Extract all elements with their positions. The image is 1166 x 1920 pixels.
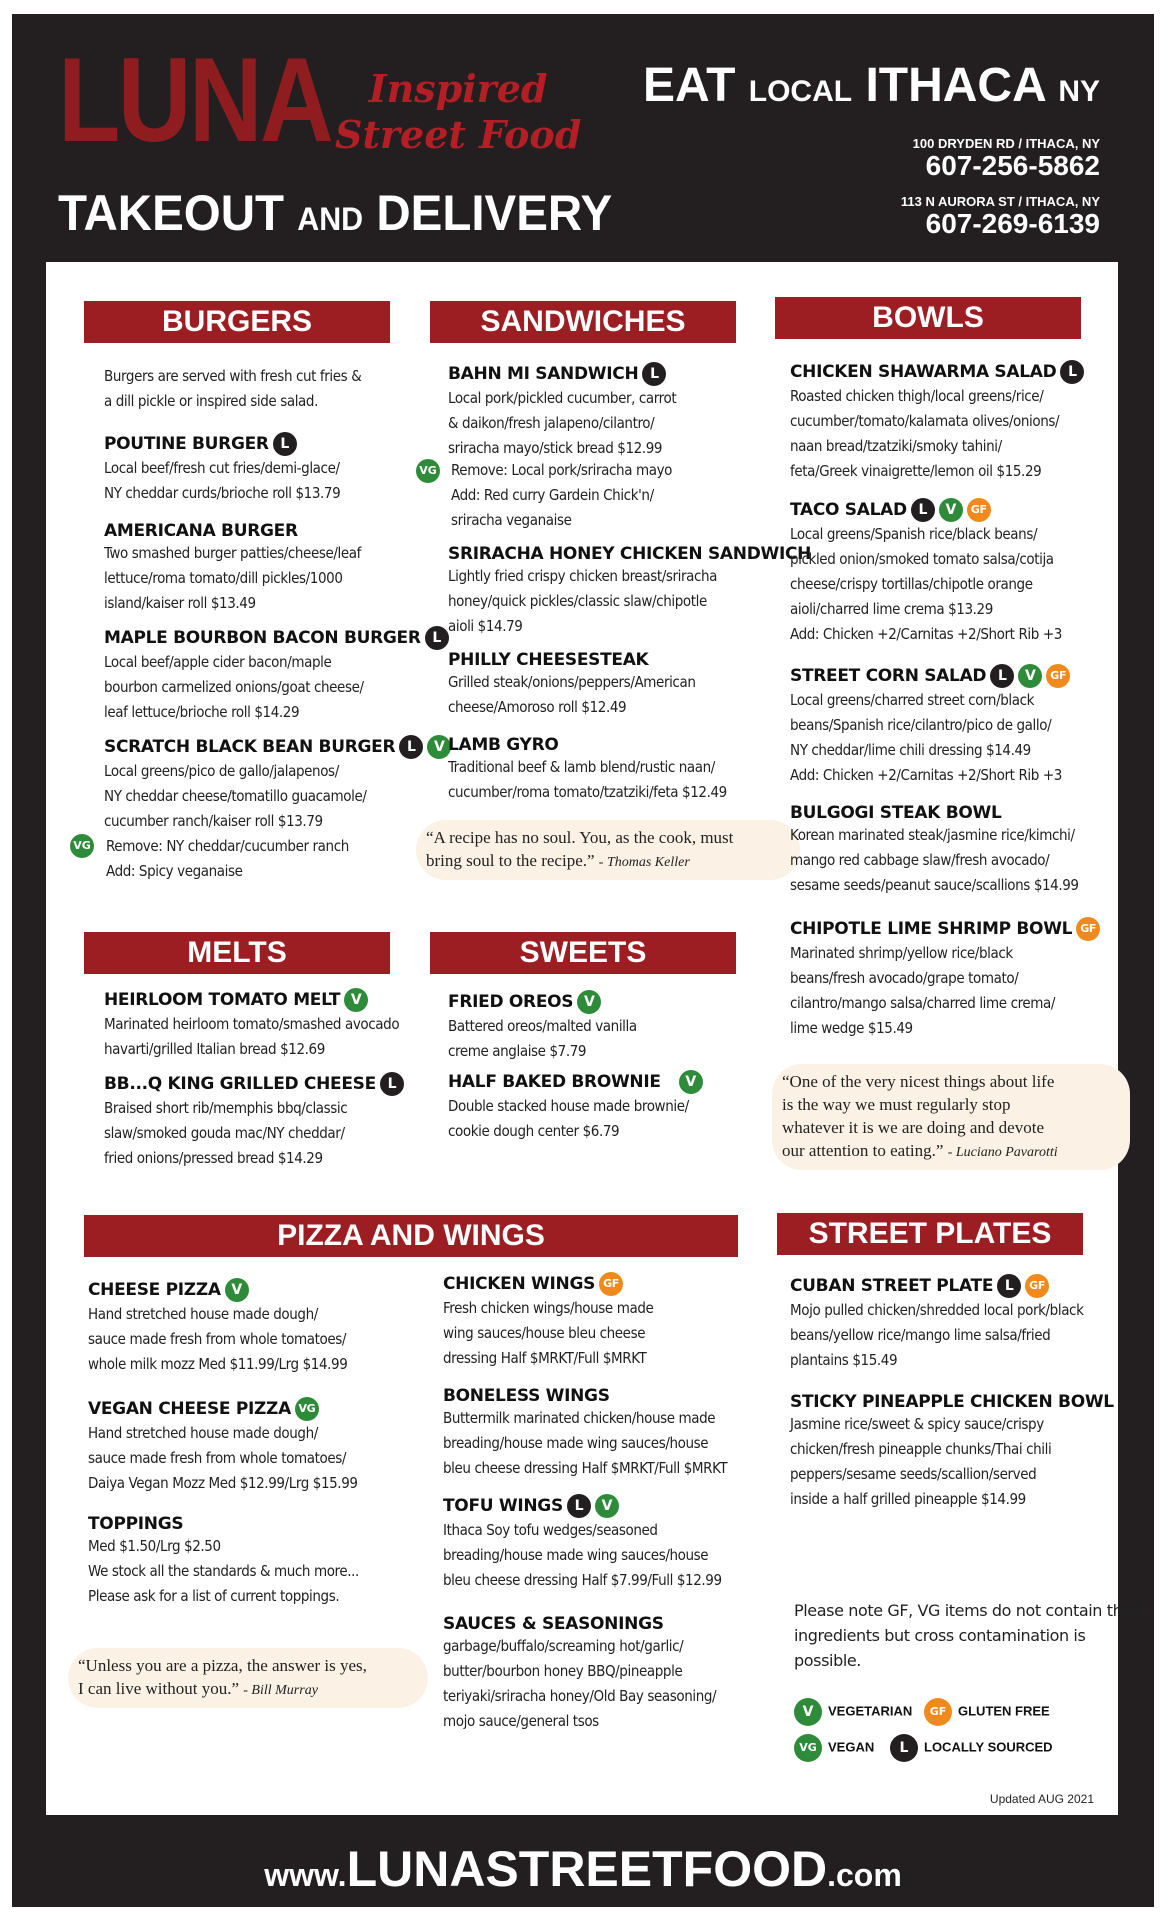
menu-item-bahn-mi-sandwich <box>448 362 676 461</box>
item-description: Marinated shrimp/yellow rice/black beans/fresh avocado/grape tomato/ cilantro/mango salsa/charred lime crema/ lime wedge $15.49 <box>790 944 1056 1037</box>
local-badge-icon: L <box>425 626 449 650</box>
url-main: LUNASTREETFOOD <box>346 1841 828 1897</box>
vegetarian-badge-icon: V <box>794 1698 822 1726</box>
item-description: Local pork/pickled cucumber, carrot & daikon/fresh jalapeno/cilantro/ sriracha mayo/stick bread $12.99 <box>448 389 677 457</box>
item-name: LAMB GYRO <box>448 735 559 755</box>
item-name: AMERICANA BURGER <box>104 521 298 541</box>
vegetarian-badge-icon: V <box>427 735 451 759</box>
menu-item-philly-cheesesteak <box>448 650 695 720</box>
menu-item-bbq-king-grilled-cheese <box>104 1072 404 1171</box>
local-badge-icon: L <box>890 1734 918 1762</box>
menu-item-bulgogi-steak-bowl <box>790 803 1079 898</box>
item-description: Double stacked house made brownie/ cookie dough center $6.79 <box>448 1097 689 1140</box>
eat-word: EAT <box>642 59 736 112</box>
vegan-badge-icon: VG <box>295 1397 319 1421</box>
takeout-delivery-title <box>58 184 612 242</box>
vegetarian-badge-icon: V <box>595 1494 619 1518</box>
tagline-line-2: Street Food <box>335 112 582 157</box>
quote-text: “One of the very nicest things about life is the way we must regularly stop whatever it is we are doing and devote our attention to eating.” <box>782 1072 1055 1160</box>
menu-item-heirloom-tomato-melt <box>104 988 399 1062</box>
quote-thomas-keller <box>416 820 800 880</box>
item-description: Traditional beef & lamb blend/rustic naan/ cucumber/roma tomato/tzatziki/feta $12.49 <box>448 758 727 801</box>
item-name: HALF BAKED BROWNIE <box>448 1072 661 1092</box>
eat-local-ithaca <box>643 58 1100 113</box>
legend-vegetarian <box>794 1698 912 1726</box>
item-description: Med $1.50/Lrg $2.50 We stock all the standards & much more... Please ask for a list of current toppings. <box>88 1537 359 1605</box>
item-name: BAHN MI SANDWICH <box>448 364 639 384</box>
menu-item-sriracha-honey-chicken-sandwich <box>448 544 811 639</box>
item-name: STREET CORN SALAD <box>790 666 987 686</box>
menu-item-toppings <box>88 1514 359 1609</box>
vegetarian-badge-icon: V <box>577 990 601 1014</box>
item-description: Mojo pulled chicken/shredded local pork/black beans/yellow rice/mango lime salsa/fried plantains $15.49 <box>790 1301 1084 1369</box>
gluten-free-badge-icon: GF <box>1076 917 1100 941</box>
url-com: .com <box>827 1857 902 1893</box>
item-name: VEGAN CHEESE PIZZA <box>88 1399 291 1419</box>
bahn-mi-vegan-option <box>451 458 672 533</box>
location-dryden <box>913 136 1100 181</box>
item-name: FRIED OREOS <box>448 992 574 1012</box>
item-name: CHIPOTLE LIME SHRIMP BOWL <box>790 919 1073 939</box>
gluten-free-badge-icon: GF <box>599 1272 623 1296</box>
local-word: LOCAL <box>748 75 853 108</box>
section-bowls: BOWLS <box>775 297 1081 339</box>
tagline <box>335 66 581 158</box>
menu-item-chipotle-lime-shrimp-bowl <box>790 917 1100 1041</box>
legend-label: VEGETARIAN <box>828 1703 913 1719</box>
item-description: Local beef/fresh cut fries/demi-glace/ NY cheddar curds/brioche roll $13.79 <box>104 459 341 502</box>
local-badge-icon: L <box>273 432 297 456</box>
section-pizza-and-wings: PIZZA AND WINGS <box>84 1215 738 1257</box>
item-description: Local greens/pico de gallo/jalapenos/ NY cheddar cheese/tomatillo guacamole/ cucumber ranch/kaiser roll $13.79 <box>104 762 367 830</box>
menu-item-taco-salad <box>790 498 1062 647</box>
vegan-option-text: Remove: NY cheddar/cucumber ranch Add: Spicy veganaise <box>106 837 349 880</box>
menu-item-cheese-pizza <box>88 1278 347 1377</box>
ny-word: NY <box>1058 75 1100 108</box>
legend-gluten-free <box>924 1698 1050 1726</box>
item-name: MAPLE BOURBON BACON BURGER <box>104 628 421 648</box>
menu-item-sticky-pineapple-chicken-bowl <box>790 1392 1114 1512</box>
gluten-free-badge-icon: GF <box>1025 1274 1049 1298</box>
local-badge-icon: L <box>911 498 935 522</box>
legend-vegan <box>794 1734 874 1762</box>
updated-date: Updated AUG 2021 <box>989 1792 1094 1806</box>
local-badge-icon: L <box>642 362 666 386</box>
vegan-option-text: Remove: Local pork/sriracha mayo Add: Red curry Gardein Chick'n/ sriracha veganaise <box>451 461 673 529</box>
item-name: CHICKEN WINGS <box>443 1274 596 1294</box>
phone-dryden[interactable]: 607-256-5862 <box>925 150 1100 181</box>
item-name: SRIRACHA HONEY CHICKEN SANDWICH <box>448 544 812 564</box>
location-aurora <box>901 194 1100 239</box>
gluten-free-badge-icon: GF <box>924 1698 952 1726</box>
item-name: CHEESE PIZZA <box>88 1280 221 1300</box>
menu-item-maple-bourbon-bacon-burger <box>104 626 449 725</box>
item-name: CUBAN STREET PLATE <box>790 1276 994 1296</box>
item-name: BB...Q KING GRILLED CHEESE <box>104 1074 376 1094</box>
quote-text: “A recipe has no soul. You, as the cook, must bring soul to the recipe.” <box>426 828 734 870</box>
item-name: STICKY PINEAPPLE CHICKEN BOWL <box>790 1392 1114 1412</box>
menu-item-chicken-wings <box>443 1272 653 1371</box>
vegetarian-badge-icon: V <box>679 1070 703 1094</box>
legend-label: LOCALLY SOURCED <box>924 1739 1053 1755</box>
burgers-intro <box>104 364 361 414</box>
item-name: SAUCES & SEASONINGS <box>443 1614 664 1634</box>
item-description: Fresh chicken wings/house made wing sauces/house bleu cheese dressing Half $MRKT/Full $MRKT <box>443 1299 654 1367</box>
gluten-free-badge-icon: GF <box>1046 664 1070 688</box>
item-name: PHILLY CHEESESTEAK <box>448 650 649 670</box>
vegan-badge-icon: VG <box>794 1734 822 1762</box>
item-description: Buttermilk marinated chicken/house made breading/house made wing sauces/house bleu cheese dressing Half $MRKT/Full $MRKT <box>443 1409 728 1477</box>
local-badge-icon: L <box>997 1274 1021 1298</box>
item-description: garbage/buffalo/screaming hot/garlic/ butter/bourbon honey BBQ/pineapple teriyaki/sriracha honey/Old Bay seasoning/ mojo sauce/general tsos <box>443 1637 717 1730</box>
menu-item-tofu-wings <box>443 1494 722 1593</box>
item-name: HEIRLOOM TOMATO MELT <box>104 990 341 1010</box>
menu-item-sauces-and-seasonings <box>443 1614 716 1734</box>
vegetarian-badge-icon: V <box>1018 664 1042 688</box>
item-description: Grilled steak/onions/peppers/American cheese/Amoroso roll $12.49 <box>448 673 696 716</box>
black-bean-vegan-option <box>106 834 349 884</box>
item-description: Hand stretched house made dough/ sauce made fresh from whole tomatoes/ Daiya Vegan Mozz Med $12.99/Lrg $15.99 <box>88 1424 358 1492</box>
menu-item-cuban-street-plate <box>790 1274 1084 1373</box>
item-description: Two smashed burger patties/cheese/leaf lettuce/roma tomato/dill pickles/1000 island/kaiser roll $13.49 <box>104 544 362 612</box>
logo: LUNA <box>58 33 332 167</box>
menu-item-scratch-black-bean-burger <box>104 735 451 834</box>
menu-item-half-baked-brownie <box>448 1070 703 1144</box>
menu-item-poutine-burger <box>104 432 340 506</box>
item-description: Hand stretched house made dough/ sauce made fresh from whole tomatoes/ whole milk mozz Med $11.99/Lrg $14.99 <box>88 1305 348 1373</box>
local-badge-icon: L <box>399 735 423 759</box>
menu-item-fried-oreos <box>448 990 637 1064</box>
address-aurora: 113 N AURORA ST / ITHACA, NY <box>900 194 1100 209</box>
local-badge-icon: L <box>990 664 1014 688</box>
quote-author: - Luciano Pavarotti <box>947 1145 1058 1160</box>
section-sweets: SWEETS <box>430 932 736 974</box>
item-description: Local greens/charred street corn/black beans/Spanish rice/cilantro/pico de gallo/ NY cheddar/lime chili dressing $14.49 Add: Chicken +2/Carnitas +2/Short Rib +3 <box>790 691 1062 784</box>
url-www: www. <box>264 1857 347 1893</box>
item-name: BULGOGI STEAK BOWL <box>790 803 1002 823</box>
local-badge-icon: L <box>1060 360 1084 384</box>
item-name: TACO SALAD <box>790 500 907 520</box>
quote-author: - Thomas Keller <box>598 855 690 870</box>
item-description: Marinated heirloom tomato/smashed avocado havarti/grilled Italian bread $12.69 <box>104 1015 400 1058</box>
menu-item-vegan-cheese-pizza <box>88 1397 358 1496</box>
quote-text: “Unless you are a pizza, the answer is yes, I can live without you.” <box>78 1656 367 1698</box>
item-name: SCRATCH BLACK BEAN BURGER <box>104 737 396 757</box>
website-url[interactable] <box>0 1840 1166 1898</box>
burgers-intro-text: Burgers are served with fresh cut fries & a dill pickle or inspired side salad. <box>104 367 362 410</box>
item-name: CHICKEN SHAWARMA SALAD <box>790 362 1057 382</box>
and-word: AND <box>297 201 364 237</box>
item-description: Jasmine rice/sweet & spicy sauce/crispy chicken/fresh pineapple chunks/Thai chili peppers/sesame seeds/scallion/served inside a half grilled pineapple $14.99 <box>790 1415 1052 1508</box>
legend-locally-sourced <box>890 1734 1053 1762</box>
ithaca-word: ITHACA <box>865 59 1045 112</box>
item-description: Roasted chicken thigh/local greens/rice/ cucumber/tomato/kalamata olives/onions/ naan bread/tzatziki/smoky tahini/ feta/Greek vinaigrette/lemon oil $15.29 <box>790 387 1060 480</box>
legend-label: VEGAN <box>828 1739 875 1755</box>
item-name: BONELESS WINGS <box>443 1386 610 1406</box>
menu-item-lamb-gyro <box>448 735 727 805</box>
vegetarian-badge-icon: V <box>939 498 963 522</box>
quote-author: - Bill Murray <box>243 1683 318 1698</box>
item-description: Korean marinated steak/jasmine rice/kimchi/ mango red cabbage slaw/fresh avocado/ sesame seeds/peanut sauce/scallions $14.99 <box>790 826 1079 894</box>
vegetarian-badge-icon: V <box>344 988 368 1012</box>
item-description: Ithaca Soy tofu wedges/seasoned breading/house made wing sauces/house bleu cheese dressing Half $7.99/Full $12.99 <box>443 1521 722 1589</box>
address-dryden: 100 DRYDEN RD / ITHACA, NY <box>912 136 1100 151</box>
vegetarian-badge-icon: V <box>225 1278 249 1302</box>
tagline-line-1: Inspired <box>368 66 548 111</box>
menu-item-street-corn-salad <box>790 664 1070 788</box>
item-name: TOFU WINGS <box>443 1496 563 1516</box>
menu-item-chicken-shawarma-salad <box>790 360 1084 484</box>
section-sandwiches: SANDWICHES <box>430 301 736 343</box>
local-badge-icon: L <box>380 1072 404 1096</box>
quote-bill-murray <box>68 1648 428 1708</box>
phone-aurora[interactable]: 607-269-6139 <box>925 208 1100 239</box>
item-description: Lightly fried crispy chicken breast/sriracha honey/quick pickles/classic slaw/chipotle aioli $14.79 <box>448 567 718 635</box>
vegan-badge-icon: VG <box>70 834 94 858</box>
takeout-word: TAKEOUT <box>58 185 285 241</box>
gluten-free-badge-icon: GF <box>967 498 991 522</box>
section-street-plates: STREET PLATES <box>777 1213 1083 1255</box>
section-burgers: BURGERS <box>84 301 390 343</box>
legend-label: GLUTEN FREE <box>958 1703 1050 1719</box>
section-melts: MELTS <box>84 932 390 974</box>
quote-luciano-pavarotti <box>772 1064 1130 1170</box>
menu-item-americana-burger <box>104 521 361 616</box>
delivery-word: DELIVERY <box>376 185 613 241</box>
item-name: TOPPINGS <box>88 1514 184 1534</box>
item-name: POUTINE BURGER <box>104 434 269 454</box>
item-description: Braised short rib/memphis bbq/classic slaw/smoked gouda mac/NY cheddar/ fried onions/pressed bread $14.29 <box>104 1099 348 1167</box>
item-description: Local beef/apple cider bacon/maple bourbon carmelized onions/goat cheese/ leaf lettuce/brioche roll $14.29 <box>104 653 364 721</box>
menu-item-boneless-wings <box>443 1386 727 1481</box>
cross-contamination-note: Please note GF, VG items do not contain those ingredients but cross contamination is possible. <box>794 1601 1150 1670</box>
item-description: Local greens/Spanish rice/black beans/ pickled onion/smoked tomato salsa/cotija cheese/crispy tortillas/chipotle orange aioli/charred lime crema $13.29 Add: Chicken +2/Carnitas +2/Short Rib +3 <box>790 525 1062 643</box>
vegan-badge-icon: VG <box>416 459 440 483</box>
item-description: Battered oreos/malted vanilla creme anglaise $7.79 <box>448 1017 637 1060</box>
local-badge-icon: L <box>567 1494 591 1518</box>
